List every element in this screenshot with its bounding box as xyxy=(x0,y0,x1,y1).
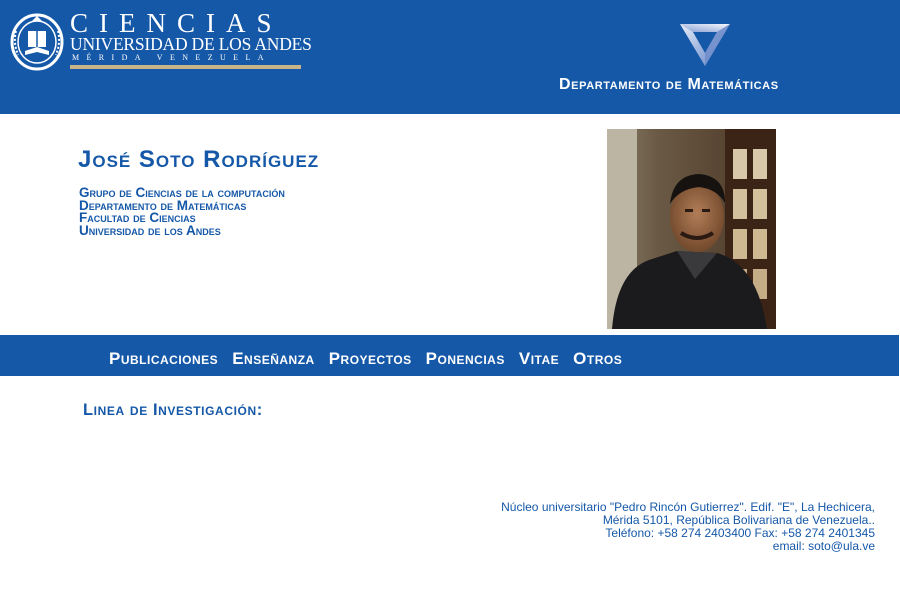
section-heading-research: Linea de Investigación: xyxy=(83,401,263,419)
department-name: Departamento de Matemáticas xyxy=(559,76,779,93)
affiliation-list xyxy=(79,187,285,237)
affiliation-item: Grupo de Ciencias de la computación xyxy=(79,185,285,200)
page-title: José Soto Rodríguez xyxy=(78,146,320,173)
mobius-triangle-logo-icon xyxy=(676,16,734,68)
contact-address xyxy=(501,501,875,553)
phone-line: Teléfono: +58 274 2403400 Fax: +58 274 2401345 xyxy=(605,526,875,540)
address-line: Núcleo universitario "Pedro Rincón Gutierrez". Edif. "E", La Hechicera, xyxy=(501,500,875,514)
address-line: Mérida 5101, República Bolivariana de Venezuela.. xyxy=(602,513,875,527)
affiliation-item: Facultad de Ciencias xyxy=(79,210,196,225)
affiliation-item: Universidad de los Andes xyxy=(79,222,221,238)
nav-item-publicaciones[interactable]: Publicaciones xyxy=(109,349,219,368)
nav-item-ponencias[interactable]: Ponencias xyxy=(425,349,505,368)
brand-city: MÉRIDA VENEZUELA xyxy=(72,53,271,62)
main-nav xyxy=(0,335,899,376)
profile-photo xyxy=(607,129,776,329)
brand-divider xyxy=(70,65,301,69)
brand-university: UNIVERSIDAD DE LOS ANDES xyxy=(70,34,312,54)
brand-title: CIENCIAS xyxy=(70,8,283,38)
nav-item-list xyxy=(109,349,622,369)
affiliation-item: Departamento de Matemáticas xyxy=(79,197,247,213)
nav-item-vitae[interactable]: Vitae xyxy=(518,349,560,368)
university-seal-icon xyxy=(10,11,64,71)
nav-item-proyectos[interactable]: Proyectos xyxy=(328,349,412,368)
nav-item-otros[interactable]: Otros xyxy=(573,349,623,368)
header-banner xyxy=(0,0,900,114)
nav-item-ensenanza[interactable]: Enseñanza xyxy=(232,349,315,368)
email-line[interactable]: email: soto@ula.ve xyxy=(772,539,875,553)
